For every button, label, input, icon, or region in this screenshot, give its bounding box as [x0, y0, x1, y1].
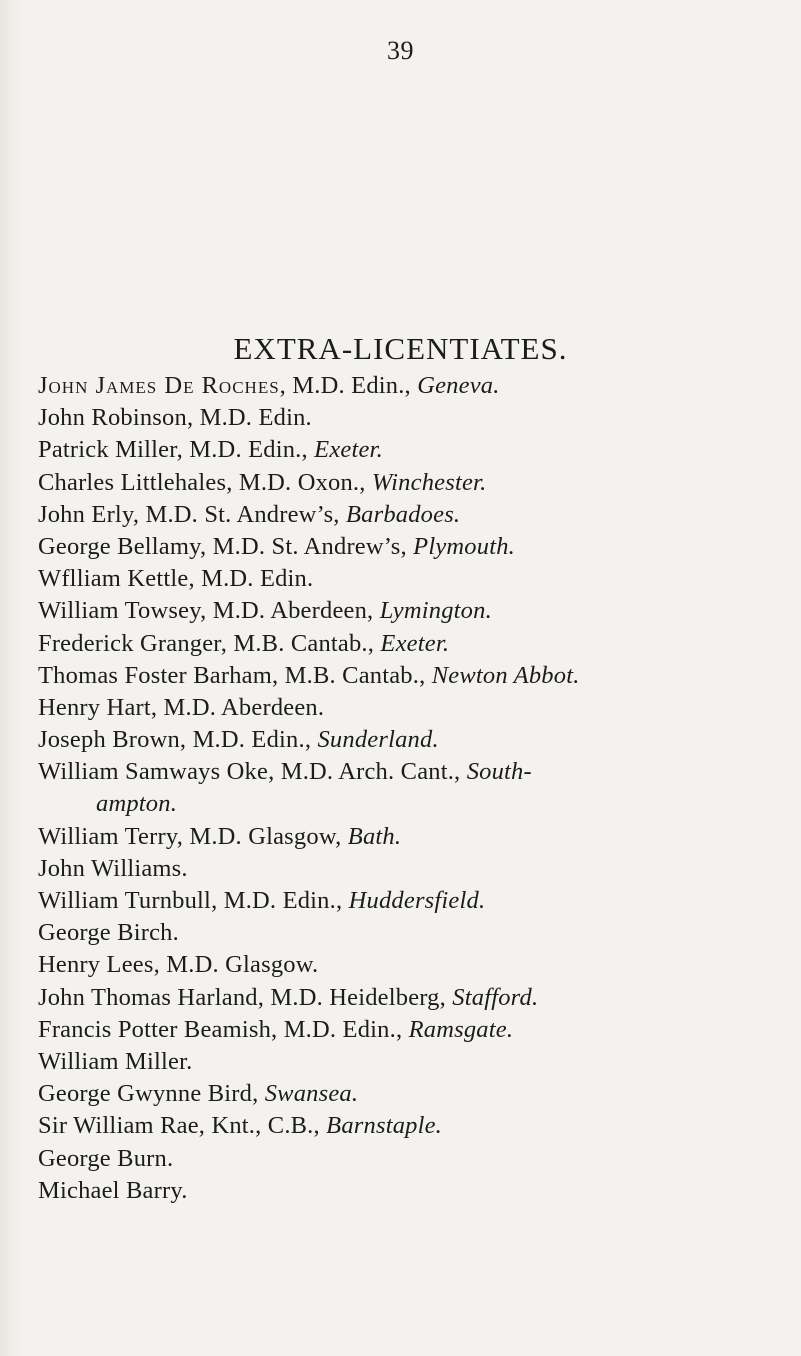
licentiate-name: Michael Barry	[38, 1176, 182, 1204]
licentiate-name: Patrick Miller	[38, 436, 177, 464]
licentiate-name: Joseph Brown	[38, 726, 180, 754]
licentiate-credentials: , M.D. Heidelberg,	[257, 983, 453, 1011]
licentiate-place: Exeter.	[380, 629, 450, 657]
list-item	[38, 370, 783, 402]
page-number: 39	[387, 36, 414, 65]
list-item	[38, 563, 783, 595]
list-item	[38, 531, 783, 563]
licentiate-name: William Samways Oke	[38, 758, 269, 786]
list-item	[38, 853, 783, 885]
licentiate-name: William Turnbull	[38, 887, 212, 914]
list-item	[38, 499, 783, 531]
list-item	[38, 1078, 783, 1110]
licentiate-name: William Terry	[38, 822, 177, 850]
licentiate-credentials: , M.D. Edin.,	[211, 887, 349, 914]
licentiate-name: George Burn	[38, 1144, 167, 1172]
list-item	[38, 1175, 783, 1207]
list-item	[38, 917, 783, 949]
licentiate-name: Henry Hart	[38, 693, 151, 721]
licentiate-place: Exeter.	[314, 436, 383, 464]
page-edge-shadow	[0, 0, 26, 1356]
licentiate-credentials: , M.D. Aberdeen.	[150, 693, 325, 721]
licentiate-name: John Robinson	[38, 404, 187, 432]
licentiate-credentials: , M.D. Arch. Cant.,	[268, 758, 467, 786]
list-item	[38, 885, 783, 917]
licentiate-credentials: , M.D. Oxon.,	[226, 468, 372, 496]
list-item	[38, 660, 783, 692]
list-item	[38, 1110, 783, 1142]
licentiate-place: Lymington.	[379, 597, 492, 625]
licentiate-name: William Miller	[38, 1047, 187, 1075]
list-item	[38, 434, 783, 466]
list-item	[38, 628, 783, 660]
licentiate-place: ampton.	[96, 790, 178, 818]
licentiate-credentials: , M.D. Glasgow.	[153, 951, 319, 979]
licentiate-credentials: , M.D. Edin.	[186, 404, 312, 432]
licentiate-credentials: ,	[252, 1080, 265, 1108]
licentiate-credentials: , M.B. Cantab.,	[272, 661, 432, 689]
list-item	[38, 595, 783, 627]
licentiate-credentials: , M.D. Glasgow,	[176, 822, 348, 850]
licentiate-credentials: .	[172, 919, 179, 947]
list-item	[38, 756, 783, 788]
licentiate-credentials: .	[181, 1176, 188, 1204]
licentiate-place: Stafford.	[452, 983, 539, 1011]
licentiate-place: Winchester.	[371, 468, 487, 496]
list-item-continuation	[38, 788, 783, 820]
licentiate-name: John Thomas Harland	[38, 983, 258, 1011]
list-item	[38, 821, 783, 853]
licentiate-credentials: , Knt., C.B.,	[198, 1112, 327, 1140]
licentiate-place: Barbadoes.	[345, 500, 461, 528]
licentiate-name: Henry Lees	[38, 951, 154, 979]
licentiate-place: Swansea.	[264, 1080, 359, 1108]
licentiate-credentials: , M.D. Edin.,	[179, 726, 318, 754]
licentiate-credentials: .	[186, 1047, 193, 1075]
licentiate-place: Barnstaple.	[326, 1112, 443, 1140]
list-item	[38, 982, 783, 1014]
list-item	[38, 692, 783, 724]
licentiate-credentials: , M.D. Aberdeen,	[200, 597, 380, 625]
list-item	[38, 1046, 783, 1078]
licentiate-name: George Gwynne Bird	[38, 1080, 253, 1108]
licentiate-name: Thomas Foster Barham	[38, 661, 272, 689]
list-item	[38, 1143, 783, 1175]
list-item	[38, 467, 783, 499]
licentiate-name: Sir William Rae	[38, 1112, 199, 1140]
list-item	[38, 402, 783, 434]
licentiate-credentials: , M.D. St. Andrew’s,	[132, 500, 346, 528]
licentiate-credentials: .	[166, 1144, 174, 1172]
licentiate-credentials: , M.B. Cantab.,	[220, 629, 381, 657]
licentiate-credentials: .	[181, 854, 188, 882]
licentiate-credentials: , M.D. Edin.,	[279, 372, 418, 399]
licentiate-place: Bath.	[347, 822, 402, 850]
licentiate-credentials: , M.D. Edin.,	[271, 1015, 409, 1043]
licentiate-name: John James De Roches	[38, 372, 280, 399]
licentiate-name: Frederick Granger	[38, 629, 221, 657]
list-item	[38, 1014, 783, 1046]
licentiate-place: Huddersfield.	[348, 887, 486, 914]
licentiate-place: Sunderland.	[317, 726, 439, 754]
licentiate-name: Charles Littlehales	[38, 468, 227, 496]
licentiate-name: Francis Potter Beamish	[38, 1015, 272, 1043]
licentiate-place: Plymouth.	[413, 532, 515, 560]
licentiate-place: South-	[466, 758, 532, 786]
licentiate-place: Newton Abbot.	[431, 661, 580, 689]
licentiate-name: George Birch	[38, 919, 173, 947]
licentiate-name: John Williams	[38, 854, 182, 882]
licentiate-name: William Towsey	[38, 597, 201, 625]
list-item	[38, 724, 783, 756]
licentiate-place: Geneva.	[417, 372, 500, 399]
licentiate-name: John Erly	[38, 500, 133, 528]
licentiate-credentials: , M.D. St. Andrew’s,	[200, 532, 414, 560]
section-title: EXTRA-LICENTIATES.	[233, 331, 568, 366]
licentiate-credentials: , M.D. Edin.,	[176, 436, 315, 464]
list-item	[38, 949, 783, 981]
licentiate-credentials: , M.D. Edin.	[188, 565, 314, 593]
licentiate-place: Ramsgate.	[408, 1015, 514, 1043]
licentiate-name: Wflliam Kettle	[38, 565, 189, 593]
licentiate-name: George Bellamy	[38, 532, 201, 560]
licentiate-list	[38, 370, 783, 1207]
